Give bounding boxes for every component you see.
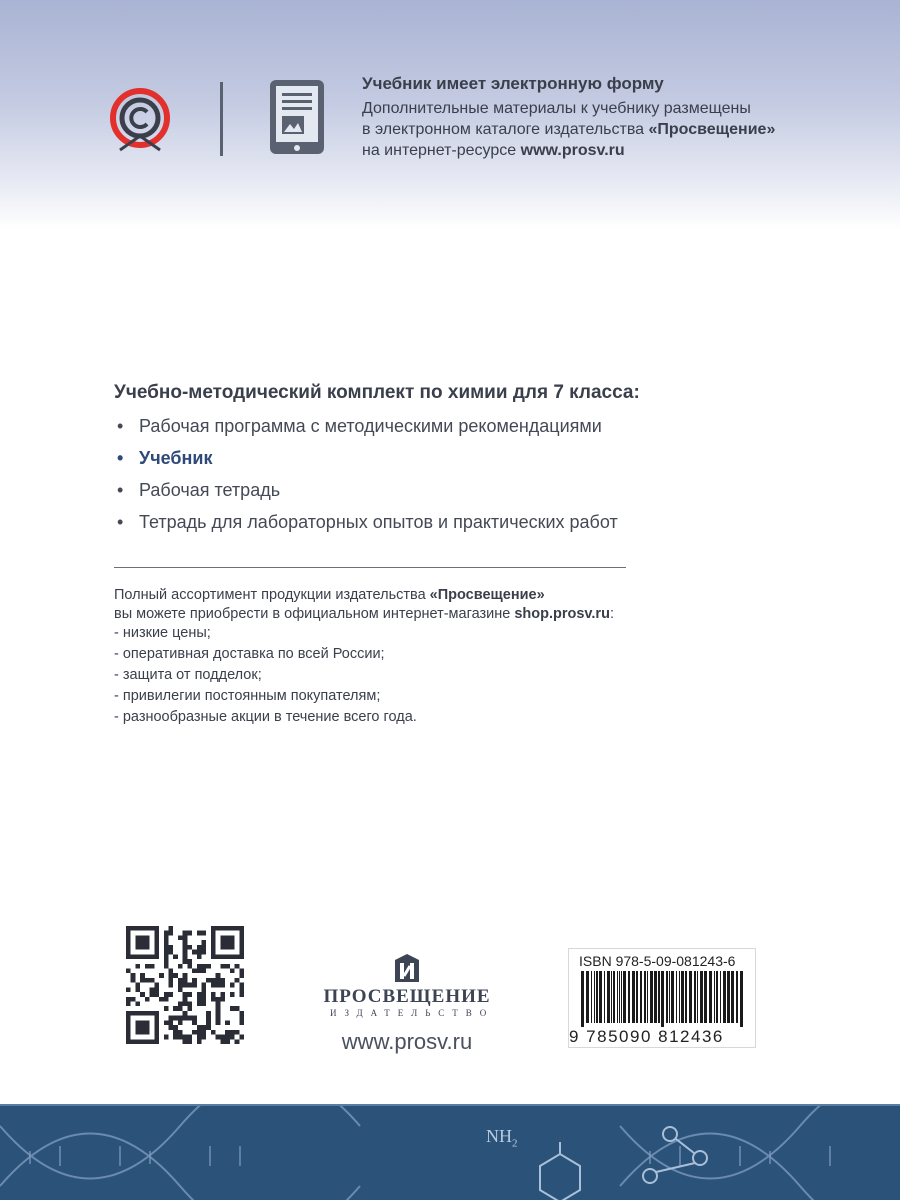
isbn-digits: 9 785090 812436	[569, 1027, 724, 1046]
section-divider	[114, 567, 626, 568]
shop-line-2: вы можете приобрести в официальном интернет-магазине shop.prosv.ru:	[114, 606, 614, 622]
tablet-icon	[268, 78, 326, 156]
kit-item-textbook: • Учебник	[117, 448, 213, 468]
dna-decoration	[0, 1106, 900, 1200]
eform-line-1: Дополнительные материалы к учебнику размещены	[362, 100, 751, 117]
eform-info	[362, 73, 882, 161]
qr-code	[126, 926, 244, 1044]
eform-logo-icon	[106, 86, 176, 156]
isbn-barcode-block	[568, 948, 756, 1048]
footer-band	[0, 1104, 900, 1200]
isbn-label: ISBN 978-5-09-081243-6	[579, 953, 736, 969]
kit-item-program: • Рабочая программа с методическими рекомендациями	[117, 416, 602, 436]
benefit-item: - защита от подделок;	[114, 667, 262, 683]
barcode	[577, 971, 747, 1027]
shop-section	[114, 586, 734, 729]
publisher-logo-icon	[392, 952, 422, 986]
eform-title: Учебник имеет электронную форму	[362, 74, 664, 93]
benefit-list	[114, 624, 734, 727]
kit-item-lab-notebook: • Тетрадь для лабораторных опытов и практических работ	[117, 512, 618, 532]
eform-line-2: в электронном каталоге издательства «Просвещение»	[362, 121, 776, 138]
kit-item-workbook: • Рабочая тетрадь	[117, 480, 281, 500]
benefit-item: - разнообразные акции в течение всего года.	[114, 709, 417, 725]
benefit-item: - привилегии постоянным покупателям;	[114, 688, 381, 704]
publisher-url: www.prosv.ru	[341, 1029, 473, 1054]
eform-line-3: на интернет-ресурсе www.prosv.ru	[362, 142, 625, 159]
publisher-subtitle: ИЗДАТЕЛЬСТВО	[330, 1008, 495, 1018]
benefit-item: - оперативная доставка по всей России;	[114, 646, 385, 662]
prosv-link: www.prosv.ru	[520, 142, 625, 159]
publisher-name: ПРОСВЕЩЕНИЕ	[323, 986, 491, 1007]
kit-title: Учебно-методический комплект по химии для 7 класса:	[114, 382, 640, 403]
nh2-formula: $NH_2$	[486, 1126, 518, 1150]
benefit-item: - низкие цены;	[114, 625, 211, 641]
shop-link: shop.prosv.ru	[514, 606, 610, 622]
publisher-block	[322, 952, 495, 1055]
shop-line-1: Полный ассортимент продукции издательства «Просвещение»	[114, 587, 545, 603]
header-divider	[220, 82, 223, 156]
kit-section	[114, 381, 814, 542]
kit-list	[114, 414, 814, 534]
